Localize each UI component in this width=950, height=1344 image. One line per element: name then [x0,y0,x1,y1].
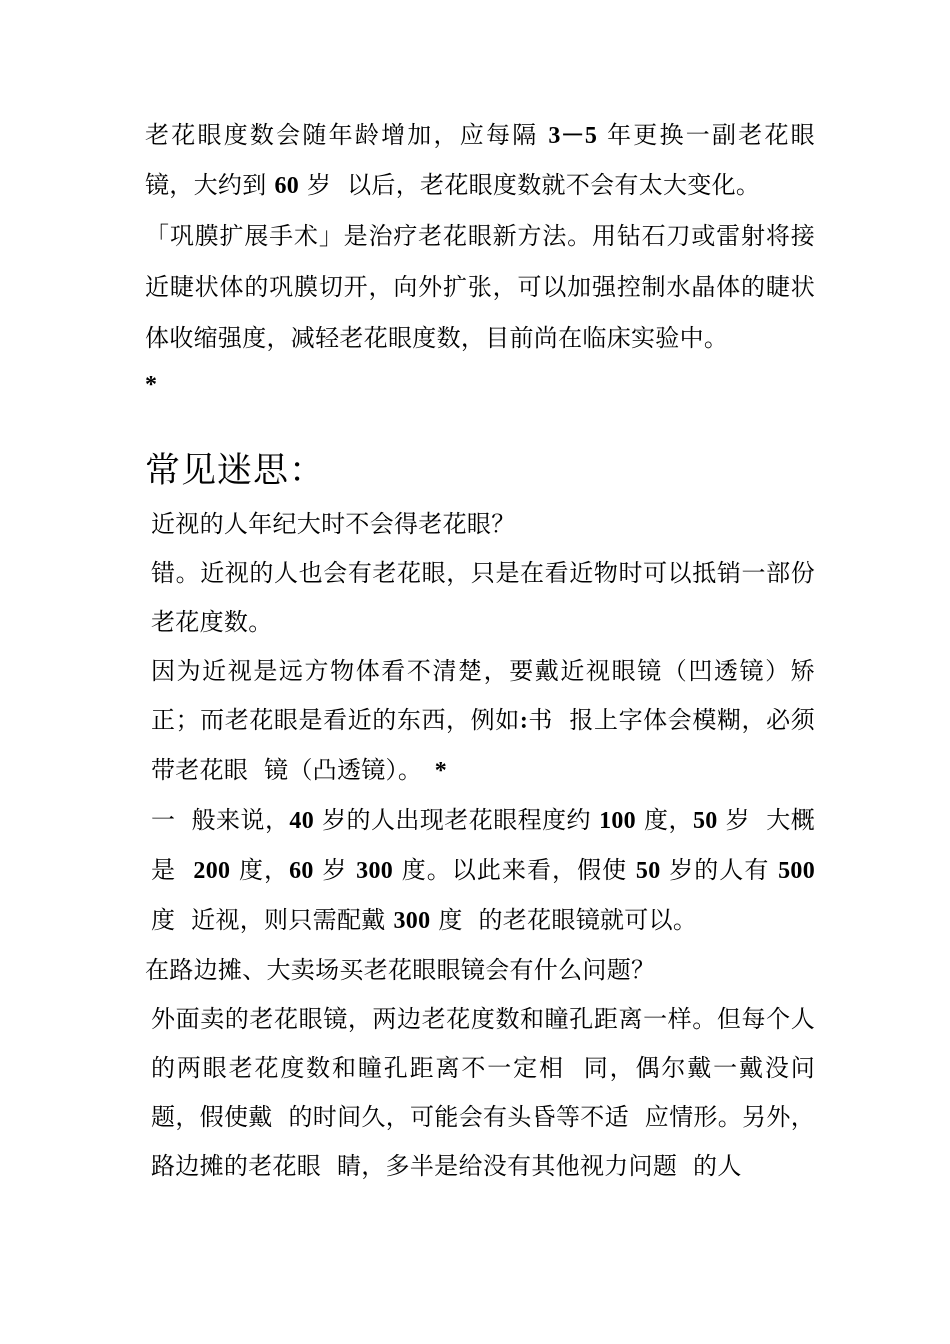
text-run: 岁的人出现老花眼程度约 [314,806,600,834]
question-myopia: 近视的人年纪大时不会得老花眼？ [151,510,516,538]
asterisk-marker: * [145,372,158,398]
text-run: 岁 以后，老花眼度数就不会有太大变化。 [299,171,761,199]
number-run: 500 [778,858,815,884]
text-run: 因为近视是远方物体看不清楚，要戴近视眼镜（凹透镜）矫正；而老花眼是看近的东西，例如 [151,657,815,734]
paragraph-scleral-surgery: 「巩膜扩展手术」是治疗老花眼新方法。用钻石刀或雷射将接近睫状体的巩膜切开，向外扩张，可以加强控制水晶体的睫状体收缩强度，减轻老花眼度数，目前尚在临床实验中。 [145,222,815,352]
number-run: 50 [635,858,661,884]
number-run: 40 [289,808,314,834]
text-run: 度 近视，则只需配戴 [151,856,823,934]
text-run: 岁 大概是 [151,806,816,884]
text-run: 度， [635,806,693,834]
paragraph-lens-explanation [145,647,815,796]
number-run: 50 [692,808,718,834]
text-run: 度。以此来看，假使 [393,856,636,884]
number-run: 300 [393,908,431,934]
number-run: 60 [289,858,314,884]
paragraph-lens-replacement [145,111,815,211]
answer-street-glasses: 外面卖的老花眼镜，两边老花度数和瞳孔距离一样。但每个人的两眼老花度数和瞳孔距离不一定相 同，偶尔戴一戴没问题，假使戴 的时间久，可能会有头昏等不适 应情形。另外，路边摊的老花眼 睛，多半是给没有其他视力问题 的人 [151,1005,815,1180]
text-run: 度 的老花眼镜就可以。 [430,906,698,934]
asterisk-marker: * [422,758,448,784]
number-run: 3－5 [548,123,598,149]
section-heading: 常见迷思： [145,451,326,491]
colon-run: : [519,708,529,734]
text-run: 度， [230,856,290,884]
text-run: 老花眼度数会随年龄增加，应每隔 [145,121,549,149]
text-run: 书 报上字体会模糊，必须带老花眼 镜（凸透镜）。 [151,706,815,784]
paragraph-degree-by-age [145,796,823,946]
text-run: 一 般来说， [151,806,290,834]
text-run: 岁的人有 [660,856,779,884]
number-run: 100 [599,808,636,834]
document-page [145,111,823,1191]
number-run: 60 [274,173,300,199]
text-run: 年更换一副老花眼镜，大约到 [145,121,815,199]
text-run: 岁 [313,856,357,884]
answer-myopia: 错。近视的人也会有老花眼，只是在看近物时可以抵销一部份老花度数。 [151,559,815,636]
number-run: 200 [193,858,231,884]
number-run: 300 [356,858,394,884]
question-street-glasses: 在路边摊、大卖场买老花眼眼镜会有什么问题？ [145,956,656,984]
